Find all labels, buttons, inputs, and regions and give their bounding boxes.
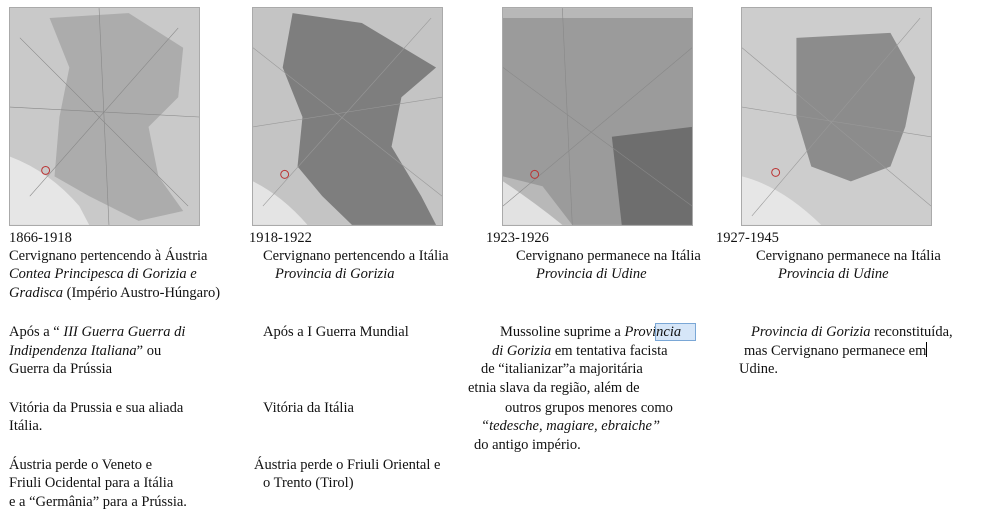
col1-p2-line2: Itália. xyxy=(9,418,43,434)
col1-p1-line2: Indipendenza Italiana” ou xyxy=(9,343,162,359)
col3-line1: Cervignano permanece na Itália xyxy=(516,248,701,264)
col3-t2: di Gorizia em tentativa facista xyxy=(492,343,668,359)
col3-t1: Mussoline suprime a Provincia xyxy=(500,323,695,341)
map-1866-1918 xyxy=(9,7,200,226)
col4-line1: Cervignano permanece na Itália xyxy=(756,248,941,264)
col1-p3-line3: e a “Germânia” para a Prússia. xyxy=(9,494,187,510)
col1-p1-line3: Guerra da Prússia xyxy=(9,361,113,377)
col3-t6: “tedesche, magiare, ebraiche” xyxy=(481,418,661,434)
map-1927-1945 xyxy=(741,7,932,226)
col3-t3: de “italianizar”a majoritária xyxy=(481,361,643,377)
year-1918-1922: 1918-1922 xyxy=(249,230,312,246)
col2-line2: Provincia di Gorizia xyxy=(275,266,395,282)
col3-line2: Provincia di Udine xyxy=(536,266,647,282)
year-1923-1926: 1923-1926 xyxy=(486,230,549,246)
col1-line1: Cervignano pertencendo à Áustria xyxy=(9,248,208,264)
col1-p3-line2: Friuli Ocidental para a Itália xyxy=(9,475,174,491)
col2-p1: Após a I Guerra Mundial xyxy=(263,324,409,340)
map-image xyxy=(253,8,442,225)
col4-t2[interactable]: mas Cervignano permanece em xyxy=(744,343,927,359)
col2-p2: Vitória da Itália xyxy=(263,400,354,416)
map-1923-1926 xyxy=(502,7,693,226)
col1-p3-line1: Áustria perde o Veneto e xyxy=(9,457,153,473)
col1-line3: Gradisca (Império Austro-Húngaro) xyxy=(9,285,221,301)
col1-line2: Contea Principesca di Gorizia e xyxy=(9,266,197,282)
text-selection[interactable]: ncia xyxy=(656,324,695,340)
col4-t1: Provincia di Gorizia reconstituída, xyxy=(751,324,953,340)
map-1918-1922 xyxy=(252,7,443,226)
map-image xyxy=(503,8,692,225)
year-1927-1945: 1927-1945 xyxy=(716,230,779,246)
col3-t5: outros grupos menores como xyxy=(505,400,673,416)
col2-p3-line1: Áustria perde o Friuli Oriental e xyxy=(254,457,441,473)
col1-p2-line1: Vitória da Prussia e sua aliada xyxy=(9,400,184,416)
col3-t4: etnia slava da região, além de xyxy=(468,380,640,396)
map-image xyxy=(10,8,199,225)
col4-line2: Provincia di Udine xyxy=(778,266,889,282)
col4-t3: Udine. xyxy=(739,361,779,377)
col3-t7: do antigo império. xyxy=(474,437,581,453)
col1-p1-line1: Após a “ III Guerra Guerra di xyxy=(9,324,186,340)
text-cursor xyxy=(926,342,927,357)
year-1866-1918: 1866-1918 xyxy=(9,230,72,246)
map-image xyxy=(742,8,931,225)
col2-p3-line2: o Trento (Tirol) xyxy=(263,475,354,491)
col2-line1: Cervignano pertencendo a Itália xyxy=(263,248,449,264)
